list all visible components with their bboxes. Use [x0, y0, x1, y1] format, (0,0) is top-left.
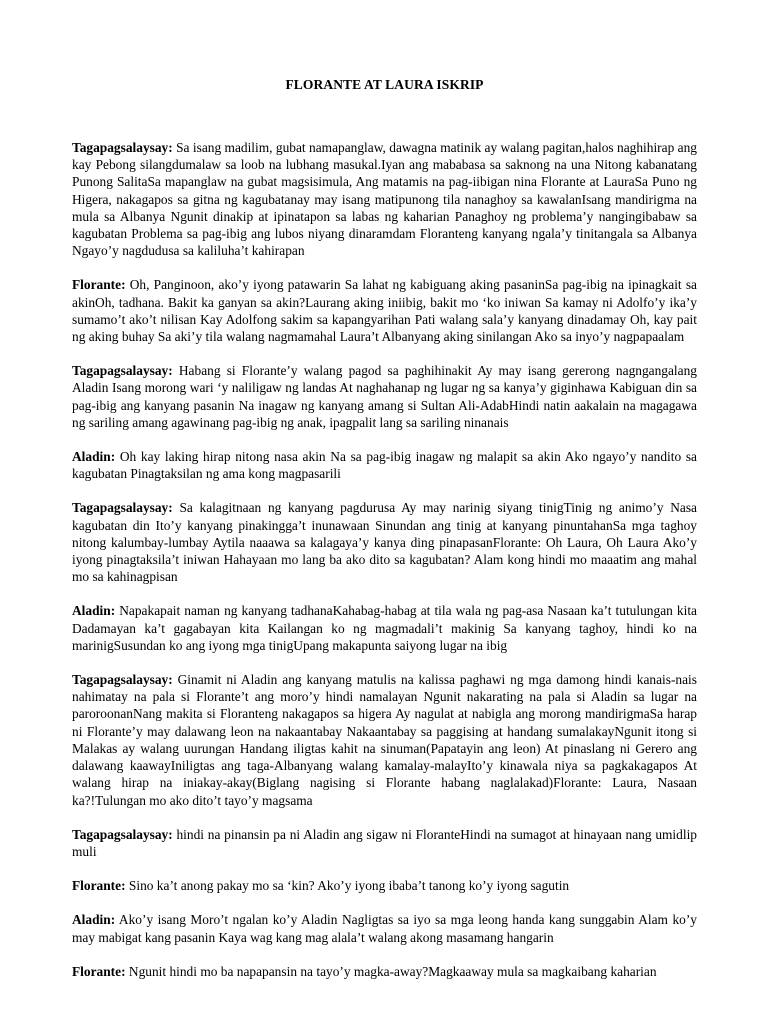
speaker-label: Tagapagsalaysay:: [72, 363, 173, 379]
paragraph: [72, 276, 697, 345]
paragraph: [72, 877, 697, 894]
paragraph: [72, 448, 697, 482]
speaker-label: Florante:: [72, 963, 126, 979]
speaker-label: Aladin:: [72, 449, 116, 465]
paragraph-text: Napakapait naman ng kanyang tadhanaKahabag-habag at tila wala ng pag-asa Nasaan ka’t tutulungan kita Dadamayan ka’t gagabayan kita Kailangan ko ng magmadali’t makinig Sa kanyang taghoy, hindi ko na marinigSusundan ko ang iyong mga tinigUpang makapunta saiyong lugar na ibig: [72, 603, 697, 653]
paragraph-text: Sa kalagitnaan ng kanyang pagdurusa Ay may narinig siyang tinigTinig ng animo’y Nasa kagubatan din Ito’y kanyang pinakingga’t inunawaan Sinundan ang tinig at kanyang pinuntahanSa mga taghoy nitong kalumbay-lumbay Aytila naaawa sa kalagaya’y kanya ding pinapasanFlorante: Oh Laura, Oh Laura Ako’y iyong pinagtaksila’t iniwan Hahayaan mo lang ba ako dito sa kagubatan? Alam kong hindi mo maaatim ang mahal mo sa kahinagpisan: [72, 500, 697, 585]
speaker-label: Aladin:: [72, 603, 116, 619]
speaker-label: Tagapagsalaysay:: [72, 826, 173, 842]
paragraph-text: Ako’y isang Moro’t ngalan ko’y Aladin Nagligtas sa iyo sa mga leong handa kang sunggabin Alam ko’y may mabigat kang pasanin Kaya wag kang mag alala’t walang akong masamang hangarin: [72, 912, 697, 945]
paragraph-text: Habang si Florante’y walang pagod sa paghihinakit Ay may isang gererong nagngangalang Aladin Isang morong wari ‘y naliligaw ng landas At naghahanap ng lugar ng sa kanya’y giginhawa Kabiguan din sa pag-ibig ang kanyang pasanin Na inagaw ng kanyang amang si Sultan Ali-AdabHindi natin aakalain na magagawa ng sariling amang agawinang pag-ibig ng anak, ipagpalit lang sa sariling ninanais: [72, 363, 697, 430]
paragraph-text: Oh kay laking hirap nitong nasa akin Na sa pag-ibig inagaw ng malapit sa akin Ako ngayo’y nandito sa kagubatan Pinagtaksilan ng ama kong magpasarili: [72, 449, 697, 482]
paragraph: [72, 362, 697, 431]
paragraph-text: hindi na pinansin pa ni Aladin ang sigaw ni FloranteHindi na sumagot at hinayaan nang umidlip muli: [72, 826, 697, 859]
speaker-label: Tagapagsalaysay:: [72, 672, 173, 688]
paragraph: [72, 499, 697, 585]
paragraph: [72, 963, 697, 980]
speaker-label: Tagapagsalaysay:: [72, 140, 173, 155]
paragraph-text: Ngunit hindi mo ba napapansin na tayo’y magka-away?Magkaaway mula sa magkaibang kaharian: [128, 963, 657, 979]
paragraph: [72, 826, 697, 860]
paragraph: [72, 602, 697, 654]
paragraph-text: Sino ka’t anong pakay mo sa ‘kin? Ako’y iyong ibaba’t tanong ko’y iyong sagutin: [128, 878, 570, 894]
speaker-label: Florante:: [72, 277, 126, 293]
speaker-label: Florante:: [72, 878, 126, 894]
speaker-label: Tagapagsalaysay:: [72, 500, 173, 516]
paragraph-text: Oh, Panginoon, ako’y iyong patawarin Sa lahat ng kabiguang aking pasaninSa pag-ibig na ipinagkait sa akinOh, tadhana. Bakit ka ganyan sa akin?Laurang aking iniibig, bakit mo ‘ko iniwan Sa kamay ni Adolfo’y ika’y sumamo’t ako’t nilisan Kay Adolfong sakim sa kapangyarihan Pati walang sala’y kanyang dinadamay Oh, kay pait ng aking buhay Sa aki’y tila walang nagmamahal Laura’t Albanyang aking sinilangan Ako sa inyo’y nagpapaalam: [72, 277, 697, 345]
speaker-label: Aladin:: [72, 912, 116, 928]
paragraph: [72, 139, 697, 259]
paragraph-text: Sa isang madilim, gubat namapanglaw, dawagna matinik ay walang pagitan,halos naghihirap ang kay Pebong silangdumalaw sa loob na lubhang masukal.Iyan ang mababasa sa saknong na una Nitong kabanatang Punong SalitaSa mapanglaw na gubat magsisimula, Ang matamis na pag-iibigan nina Florante at LauraSa Puno ng Higera, nakagapos sa gitna ng kagubatanay may isang matipunong tila nanaghoy sa kawalanIsang mandirigma na mula sa Albanya Ngunit dinakip at ipinatapon sa labas ng kaharian Panaghoy ng problema’y nangingibabaw sa kagubatan Problema sa pag-ibig ang lubos niyang dinaramdam Floranteng kanyang ngala’y tinitangala sa Albanya Ngayo’y nagdudusa sa kaliluha’t kahirapan: [72, 140, 697, 259]
paragraph: [72, 911, 697, 945]
document-title: FLORANTE AT LAURA ISKRIP: [285, 77, 484, 92]
paragraph-text: Ginamit ni Aladin ang kanyang matulis na kalissa paghawi ng mga damong hindi kanais-nais nahimatay na pala si Florante’t ang moro’y hindi namalayan Ngunit nakarating na pala si Aladin sa lugar na paroroonanNang makita si Floranteng nakagapos sa higera Ay nagulat at nabigla ang morong mandirigmaSa harap ni Florante’y may dalawang leon na nakaantabay Nakaantabay sa paggising at handang sumalakayNgunit itong si Malakas ay walang uurungan Handang iligtas kahit na sinuman(Papatayin ang leon) At pinaslang ni Gerero ang dalawang kaawayIniligtas ang taga-Albanyang walang kamalay-malayIto’y kinawala niya sa pagkakagapos At walang hirap na iniakay-akay(Biglang nagising si Florante habang naglalakad)Florante: Laura, Nasaan ka?!Tulungan mo ako dito’t tayo’y magsama: [72, 672, 697, 808]
paragraph: [72, 671, 697, 809]
